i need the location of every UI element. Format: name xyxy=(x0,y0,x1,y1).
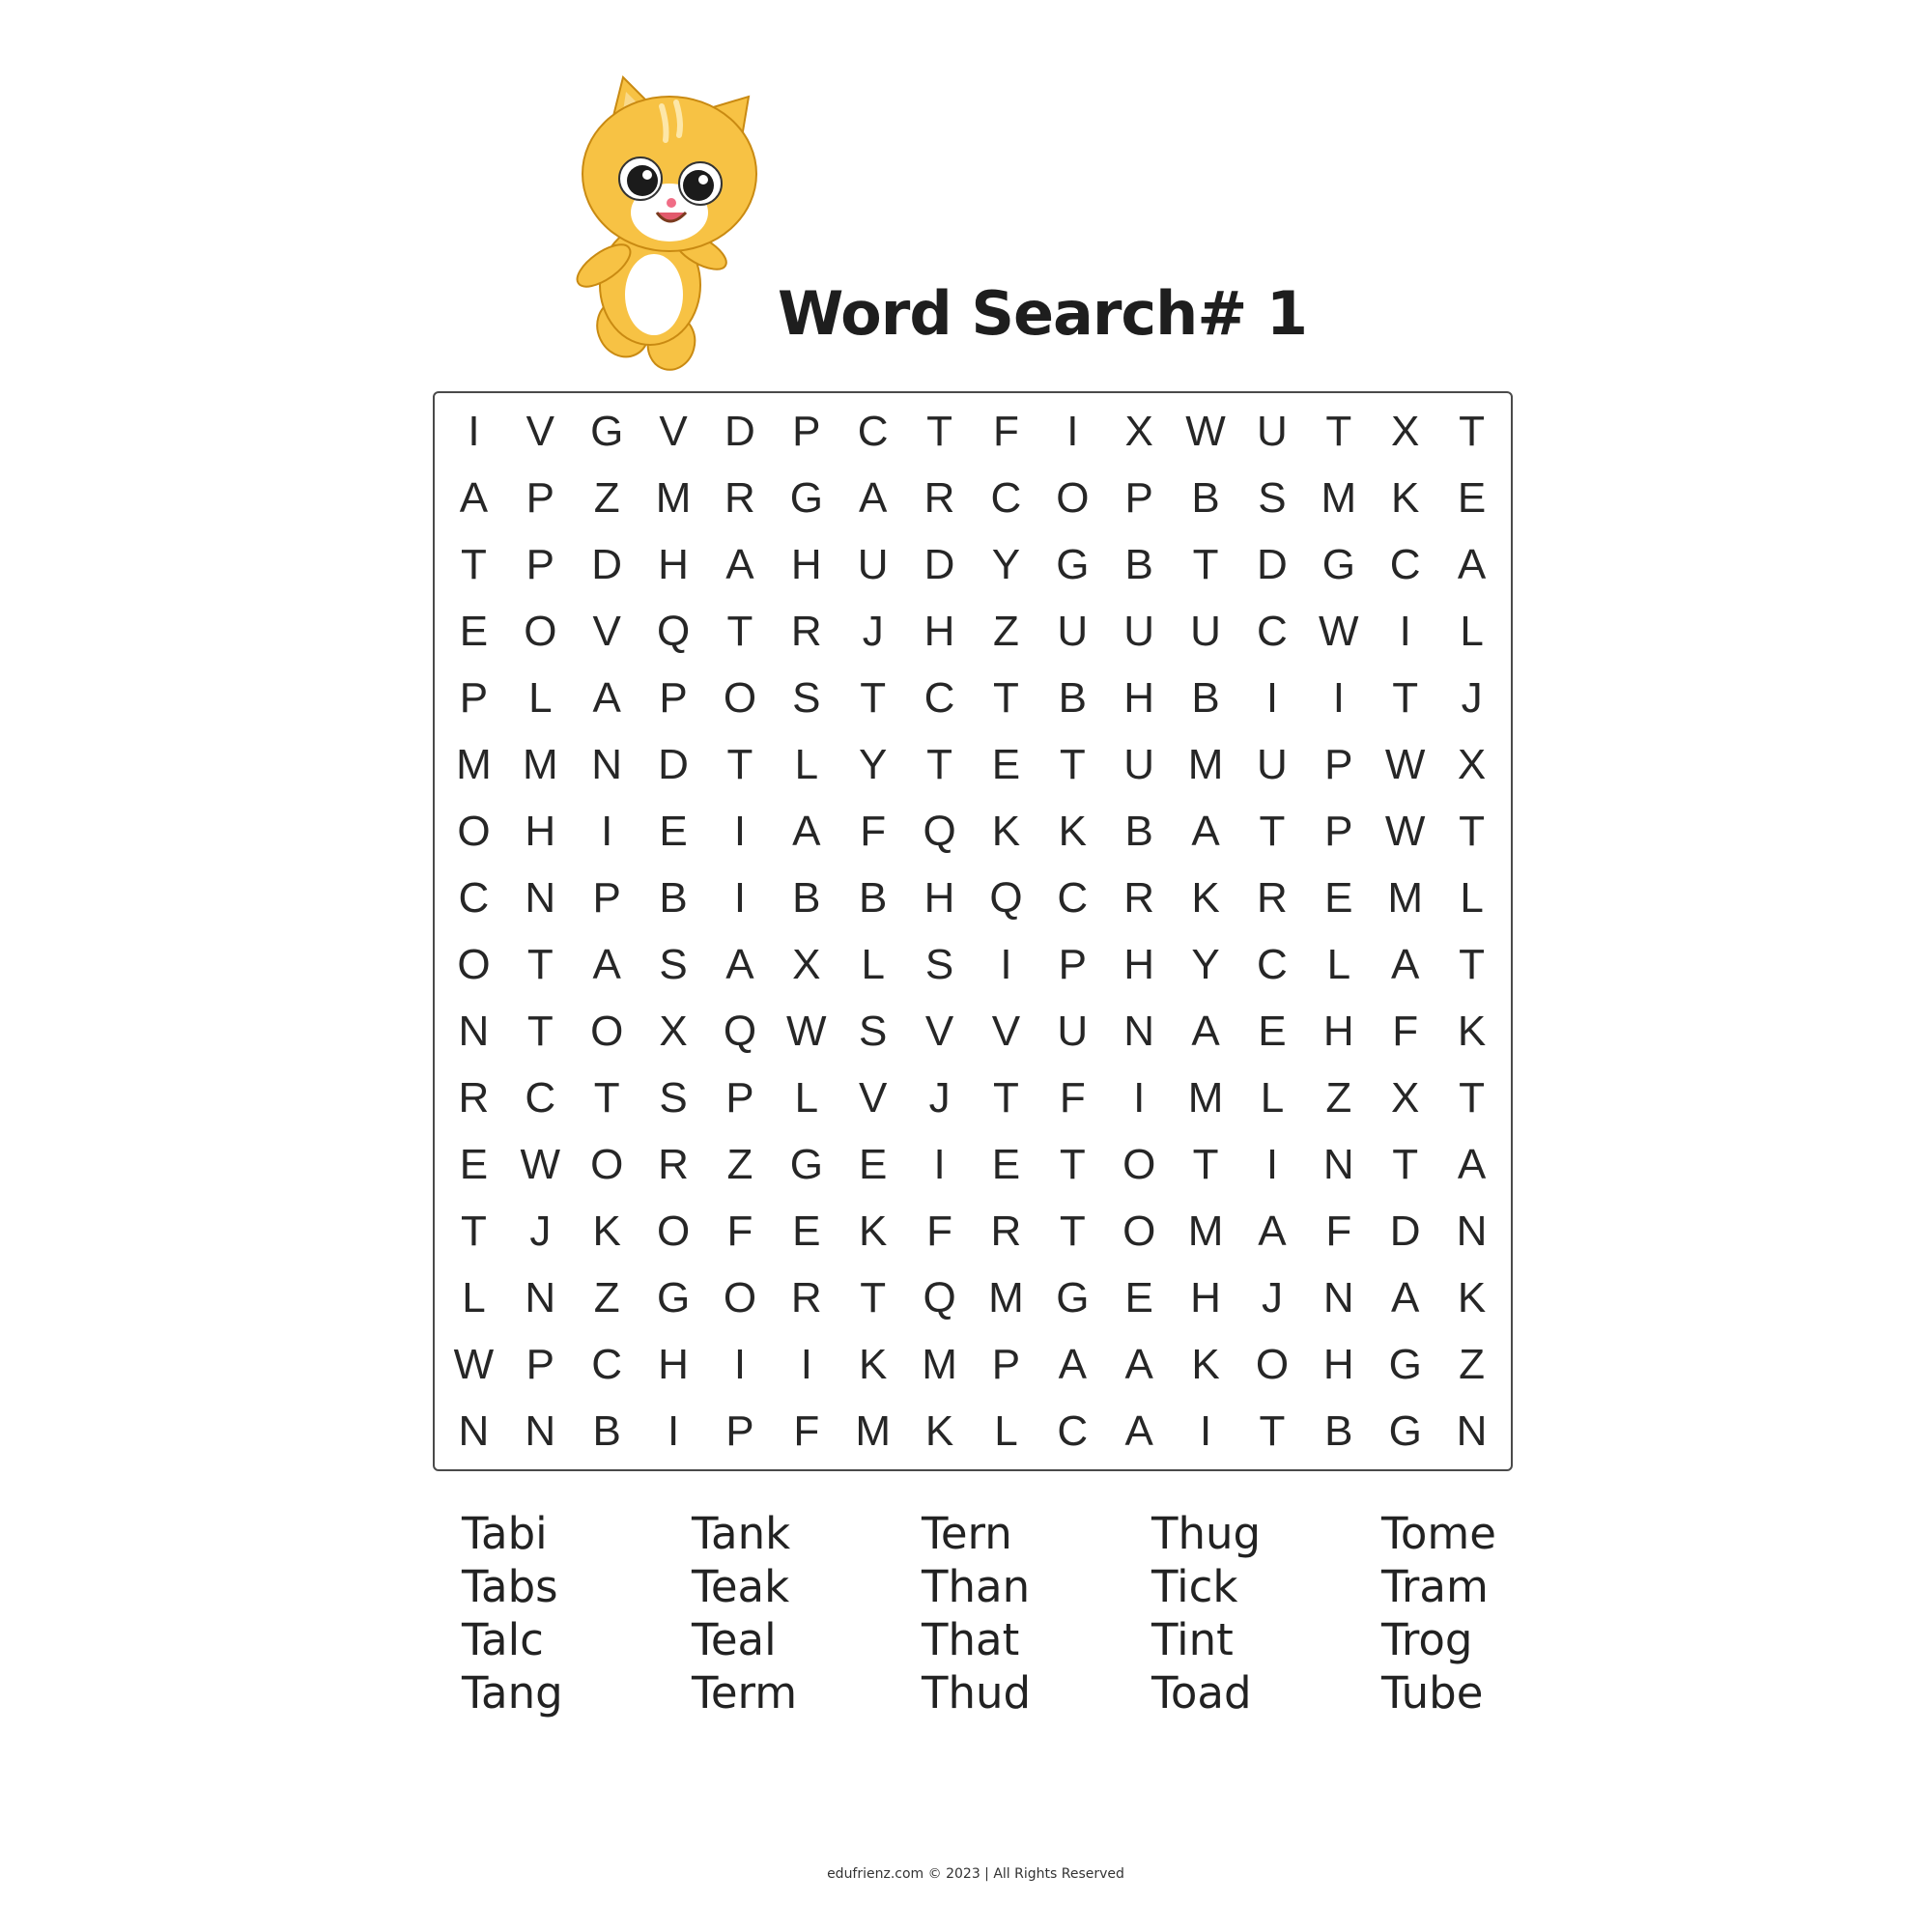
grid-letter[interactable]: H xyxy=(1322,1007,1354,1055)
grid-letter[interactable]: I xyxy=(1066,407,1079,455)
grid-letter[interactable]: O xyxy=(590,1007,624,1055)
word-column xyxy=(1151,1507,1381,1719)
grid-letter[interactable]: O xyxy=(1122,1207,1156,1255)
grid-letter[interactable]: T xyxy=(1059,740,1086,788)
grid-letter[interactable]: X xyxy=(1391,1073,1420,1122)
word-column xyxy=(462,1507,692,1719)
grid-letter[interactable]: C xyxy=(923,673,955,722)
grid-letter[interactable]: O xyxy=(524,607,557,655)
grid-letter[interactable]: P xyxy=(526,1340,554,1388)
word-item: Tint xyxy=(1151,1614,1234,1665)
grid-letter[interactable]: R xyxy=(1123,873,1155,922)
grid-letter[interactable]: R xyxy=(1257,873,1288,922)
grid-letter[interactable]: C xyxy=(591,1340,623,1388)
word-column xyxy=(1381,1507,1611,1719)
grid-letter[interactable]: O xyxy=(590,1140,624,1188)
grid-letter[interactable]: Q xyxy=(923,807,956,855)
grid-letter[interactable]: W xyxy=(1185,407,1226,455)
grid-letter[interactable]: H xyxy=(658,1340,689,1388)
grid-letter[interactable]: K xyxy=(859,1340,888,1388)
grid-letter[interactable]: Z xyxy=(593,473,620,522)
grid-letter[interactable]: P xyxy=(526,473,554,522)
grid-letter[interactable]: L xyxy=(462,1273,486,1321)
word-item: Tube xyxy=(1381,1667,1484,1719)
grid-letter[interactable]: T xyxy=(926,740,952,788)
grid-letter[interactable]: T xyxy=(1259,1406,1286,1455)
grid-letter[interactable]: S xyxy=(924,940,954,988)
grid-letter[interactable]: G xyxy=(656,1273,691,1321)
grid-letter[interactable]: P xyxy=(592,873,621,922)
grid-letter[interactable]: S xyxy=(659,1073,688,1122)
grid-letter[interactable]: H xyxy=(923,607,955,655)
grid-letter[interactable]: L xyxy=(794,740,819,788)
grid-letter[interactable]: R xyxy=(458,1073,490,1122)
grid-letter[interactable]: E xyxy=(1457,473,1487,522)
grid-letter[interactable]: N xyxy=(591,740,623,788)
grid-letter[interactable]: F xyxy=(992,407,1019,455)
grid-letter[interactable]: B xyxy=(1191,473,1220,522)
grid-letter[interactable]: I xyxy=(1399,607,1411,655)
grid-letter[interactable]: R xyxy=(790,1273,822,1321)
grid-letter[interactable]: B xyxy=(659,873,688,922)
grid-letter[interactable]: A xyxy=(792,807,821,855)
grid-letter[interactable]: H xyxy=(658,540,689,588)
grid-letter[interactable]: P xyxy=(1324,807,1353,855)
grid-letter[interactable]: I xyxy=(1332,673,1345,722)
grid-letter[interactable]: S xyxy=(792,673,821,722)
grid-letter[interactable]: A xyxy=(725,940,754,988)
grid-letter[interactable]: Y xyxy=(859,740,888,788)
grid-letter[interactable]: V xyxy=(592,607,621,655)
grid-letter[interactable]: A xyxy=(1191,1007,1220,1055)
grid-letter[interactable]: K xyxy=(1457,1273,1487,1321)
grid-letter[interactable]: X xyxy=(659,1007,688,1055)
word-item: Tabi xyxy=(462,1508,548,1559)
grid-letter[interactable]: X xyxy=(1457,740,1487,788)
grid-letter[interactable]: V xyxy=(924,1007,954,1055)
grid-letter[interactable]: E xyxy=(991,740,1021,788)
word-item: That xyxy=(922,1614,1020,1665)
grid-letter[interactable]: O xyxy=(723,1273,757,1321)
grid-letter[interactable]: L xyxy=(1460,873,1484,922)
grid-letter[interactable]: H xyxy=(1190,1273,1221,1321)
grid-letter[interactable]: T xyxy=(1059,1140,1086,1188)
grid-letter[interactable]: A xyxy=(1391,1273,1420,1321)
grid-letter[interactable]: B xyxy=(792,873,821,922)
grid-letter[interactable]: M xyxy=(1321,473,1357,522)
grid-letter[interactable]: A xyxy=(1457,540,1487,588)
grid-letter[interactable]: P xyxy=(526,540,554,588)
grid-letter[interactable]: M xyxy=(522,740,558,788)
grid-letter[interactable]: T xyxy=(1059,1207,1086,1255)
grid-letter[interactable]: H xyxy=(1123,673,1155,722)
grid-letter[interactable]: F xyxy=(1059,1073,1086,1122)
grid-letter[interactable]: J xyxy=(1261,1273,1283,1321)
grid-letter[interactable]: C xyxy=(990,473,1022,522)
word-item: Thud xyxy=(922,1667,1032,1719)
grid-letter[interactable]: E xyxy=(991,1140,1021,1188)
grid-letter[interactable]: L xyxy=(794,1073,819,1122)
grid-letter[interactable]: G xyxy=(1056,1273,1090,1321)
word-item: Talc xyxy=(462,1614,544,1665)
grid-letter[interactable]: L xyxy=(1260,1073,1285,1122)
grid-letter[interactable]: O xyxy=(656,1207,691,1255)
grid-letter[interactable]: N xyxy=(458,1007,490,1055)
grid-letter[interactable]: N xyxy=(1123,1007,1155,1055)
grid-letter[interactable]: T xyxy=(1459,407,1485,455)
grid-letter[interactable]: T xyxy=(992,673,1019,722)
grid-letter[interactable]: L xyxy=(861,940,885,988)
word-item: Tome xyxy=(1381,1508,1496,1559)
grid-letter[interactable]: V xyxy=(859,1073,888,1122)
grid-letter[interactable]: E xyxy=(859,1140,888,1188)
grid-letter[interactable]: T xyxy=(1392,673,1419,722)
grid-letter[interactable]: T xyxy=(926,407,952,455)
grid-letter[interactable]: A xyxy=(1457,1140,1487,1188)
word-item: Teak xyxy=(692,1561,790,1612)
grid-letter[interactable]: E xyxy=(1258,1007,1287,1055)
grid-letter[interactable]: L xyxy=(994,1406,1018,1455)
grid-letter[interactable]: I xyxy=(468,407,480,455)
grid-letter[interactable]: T xyxy=(1192,1140,1219,1188)
grid-letter[interactable]: P xyxy=(459,673,489,722)
cartoon-cat-icon xyxy=(565,68,773,372)
grid-letter[interactable]: G xyxy=(1056,540,1090,588)
word-item: Than xyxy=(922,1561,1031,1612)
grid-letter[interactable]: X xyxy=(1391,407,1420,455)
grid-letter[interactable]: I xyxy=(601,807,613,855)
grid-letter[interactable]: V xyxy=(659,407,688,455)
grid-letter[interactable]: T xyxy=(1192,540,1219,588)
grid-letter[interactable]: U xyxy=(1257,407,1288,455)
grid-letter[interactable]: I xyxy=(733,1340,747,1388)
word-item: Tram xyxy=(1381,1561,1489,1612)
grid-letter[interactable]: A xyxy=(1124,1340,1153,1388)
grid-letter[interactable]: E xyxy=(459,1140,489,1188)
grid-letter[interactable]: X xyxy=(1124,407,1153,455)
grid-letter[interactable]: H xyxy=(525,807,556,855)
grid-letter[interactable]: U xyxy=(1190,607,1221,655)
grid-letter[interactable]: B xyxy=(1124,540,1153,588)
grid-letter[interactable]: Q xyxy=(989,873,1023,922)
grid-letter[interactable]: U xyxy=(1257,740,1288,788)
grid-letter[interactable]: C xyxy=(1257,607,1288,655)
grid-letter[interactable]: I xyxy=(733,873,747,922)
grid-letter[interactable]: D xyxy=(1257,540,1288,588)
grid-letter[interactable]: K xyxy=(1457,1007,1487,1055)
grid-letter[interactable]: P xyxy=(1124,473,1153,522)
grid-letter[interactable]: O xyxy=(457,807,491,855)
grid-letter[interactable]: P xyxy=(725,1073,754,1122)
word-column xyxy=(922,1507,1151,1719)
grid-letter[interactable]: C xyxy=(525,1073,556,1122)
grid-letter[interactable]: M xyxy=(1187,1207,1224,1255)
grid-letter[interactable]: Q xyxy=(923,1273,956,1321)
word-item: Tang xyxy=(462,1667,563,1719)
grid-letter[interactable]: J xyxy=(1461,673,1483,722)
grid-letter[interactable]: Z xyxy=(593,1273,620,1321)
grid-letter[interactable]: T xyxy=(1459,940,1485,988)
grid-letter[interactable]: P xyxy=(991,1340,1021,1388)
grid-letter[interactable]: O xyxy=(457,940,491,988)
grid-letter[interactable]: E xyxy=(1324,873,1353,922)
grid-letter[interactable]: N xyxy=(1322,1273,1354,1321)
grid-letter[interactable]: H xyxy=(1123,940,1155,988)
grid-letter[interactable]: C xyxy=(458,873,490,922)
word-item: Teal xyxy=(692,1614,777,1665)
grid-letter[interactable]: C xyxy=(1257,940,1288,988)
grid-letter[interactable]: L xyxy=(1326,940,1351,988)
grid-letter[interactable]: T xyxy=(1459,807,1485,855)
grid-letter[interactable]: G xyxy=(1388,1340,1422,1388)
grid-letter[interactable]: Q xyxy=(656,607,691,655)
grid-letter[interactable]: U xyxy=(1057,607,1089,655)
grid-letter[interactable]: E xyxy=(792,1207,821,1255)
grid-letter[interactable]: X xyxy=(792,940,821,988)
grid-letter[interactable]: A xyxy=(725,540,754,588)
grid-letter[interactable]: J xyxy=(928,1073,951,1122)
grid-letter[interactable]: F xyxy=(926,1207,952,1255)
grid-letter[interactable]: P xyxy=(1058,940,1087,988)
grid-letter[interactable]: O xyxy=(1056,473,1090,522)
grid-letter[interactable]: D xyxy=(923,540,955,588)
grid-letter[interactable]: W xyxy=(1319,607,1359,655)
grid-letter[interactable]: K xyxy=(1191,1340,1220,1388)
grid-letter[interactable]: B xyxy=(1191,673,1220,722)
grid-letter[interactable]: S xyxy=(859,1007,888,1055)
grid-letter[interactable]: R xyxy=(790,607,822,655)
grid-letter[interactable]: N xyxy=(1456,1406,1488,1455)
grid-letter[interactable]: I xyxy=(1199,1406,1212,1455)
grid-letter[interactable]: R xyxy=(658,1140,689,1188)
grid-letter[interactable]: O xyxy=(1255,1340,1290,1388)
grid-letter[interactable]: R xyxy=(990,1207,1022,1255)
grid-letter[interactable]: T xyxy=(526,1007,554,1055)
grid-letter[interactable]: I xyxy=(1133,1073,1146,1122)
grid-letter[interactable]: I xyxy=(1265,1140,1279,1188)
grid-letter[interactable]: N xyxy=(458,1406,490,1455)
grid-letter[interactable]: C xyxy=(1389,540,1421,588)
grid-letter[interactable]: F xyxy=(793,1406,820,1455)
grid-letter[interactable]: C xyxy=(1057,873,1089,922)
grid-letter[interactable]: T xyxy=(526,940,554,988)
grid-letter[interactable]: F xyxy=(1392,1007,1419,1055)
grid-letter[interactable]: N xyxy=(1456,1207,1488,1255)
grid-letter[interactable]: V xyxy=(991,1007,1021,1055)
grid-letter[interactable]: F xyxy=(726,1207,753,1255)
word-item: Term xyxy=(692,1667,798,1719)
grid-letter[interactable]: W xyxy=(1384,740,1426,788)
grid-letter[interactable]: I xyxy=(800,1340,812,1388)
word-item: Toad xyxy=(1151,1667,1252,1719)
word-item: Thug xyxy=(1151,1508,1262,1559)
grid-letter[interactable]: I xyxy=(1000,940,1012,988)
grid-letter[interactable]: I xyxy=(733,807,747,855)
grid-letter[interactable]: W xyxy=(520,1140,561,1188)
grid-letter[interactable]: M xyxy=(1187,740,1224,788)
copyright-footer: edufrienz.com © 2023 | All Rights Reserved xyxy=(827,1866,1124,1882)
grid-letter[interactable]: E xyxy=(659,807,688,855)
word-item: Tick xyxy=(1151,1561,1238,1612)
grid-letter[interactable]: V xyxy=(526,407,554,455)
grid-letter[interactable]: A xyxy=(1391,940,1420,988)
grid-letter[interactable]: I xyxy=(933,1140,946,1188)
grid-letter[interactable]: Z xyxy=(992,607,1019,655)
grid-letter[interactable]: N xyxy=(525,1273,556,1321)
grid-letter[interactable]: B xyxy=(1058,673,1087,722)
word-list xyxy=(462,1507,1544,1729)
grid-letter[interactable]: U xyxy=(1057,1007,1089,1055)
grid-letter[interactable]: B xyxy=(1124,807,1153,855)
word-item: Tabs xyxy=(462,1561,558,1612)
grid-letter[interactable]: T xyxy=(992,1073,1019,1122)
grid-letter[interactable]: G xyxy=(1388,1406,1422,1455)
grid-letter[interactable]: Z xyxy=(726,1140,753,1188)
grid-letter[interactable]: W xyxy=(1384,807,1426,855)
grid-letter[interactable]: M xyxy=(456,740,492,788)
grid-letter[interactable]: T xyxy=(1259,807,1286,855)
grid-letter[interactable]: T xyxy=(1325,407,1352,455)
grid-letter[interactable]: M xyxy=(1187,1073,1224,1122)
grid-letter[interactable]: H xyxy=(1322,1340,1354,1388)
grid-letter[interactable]: B xyxy=(1324,1406,1353,1455)
grid-letter[interactable]: D xyxy=(658,740,689,788)
grid-letter[interactable]: E xyxy=(459,607,489,655)
grid-letter[interactable]: G xyxy=(1321,540,1355,588)
grid-letter[interactable]: M xyxy=(988,1273,1024,1321)
word-column xyxy=(692,1507,922,1719)
grid-letter[interactable]: A xyxy=(459,473,489,522)
grid-letter[interactable]: A xyxy=(1124,1406,1153,1455)
grid-letter[interactable]: P xyxy=(659,673,688,722)
word-item: Tern xyxy=(922,1508,1012,1559)
grid-letter[interactable]: U xyxy=(1123,607,1155,655)
grid-letter[interactable]: N xyxy=(525,1406,556,1455)
grid-letter[interactable]: G xyxy=(789,1140,823,1188)
grid-letter[interactable]: K xyxy=(592,1207,621,1255)
grid-letter[interactable]: T xyxy=(460,540,487,588)
grid-letter[interactable]: M xyxy=(655,473,692,522)
grid-letter[interactable]: K xyxy=(1391,473,1420,522)
grid-letter[interactable]: T xyxy=(860,1273,887,1321)
grid-letter[interactable]: K xyxy=(1191,873,1220,922)
grid-letter[interactable]: G xyxy=(590,407,624,455)
grid-letter[interactable]: T xyxy=(1459,1073,1485,1122)
grid-letter[interactable]: A xyxy=(592,940,621,988)
grid-letter[interactable]: R xyxy=(923,473,955,522)
word-item: Trog xyxy=(1381,1614,1473,1665)
grid-letter[interactable]: A xyxy=(1258,1207,1287,1255)
grid-letter[interactable]: Z xyxy=(1325,1073,1352,1122)
page-title: Word Search# 1 xyxy=(778,278,1307,349)
grid-letter[interactable]: F xyxy=(1325,1207,1352,1255)
grid-letter[interactable]: W xyxy=(786,1007,827,1055)
grid-letter[interactable]: L xyxy=(528,673,553,722)
grid-letter[interactable]: L xyxy=(1460,607,1484,655)
grid-letter[interactable]: S xyxy=(1258,473,1287,522)
grid-letter[interactable]: F xyxy=(860,807,887,855)
grid-letter[interactable]: J xyxy=(862,607,884,655)
grid-letter[interactable]: K xyxy=(924,1406,954,1455)
grid-letter[interactable]: G xyxy=(789,473,823,522)
letter-grid xyxy=(433,391,1513,1471)
grid-letter[interactable]: N xyxy=(1322,1140,1354,1188)
grid-letter[interactable]: A xyxy=(1191,807,1220,855)
grid-letter[interactable]: H xyxy=(790,540,822,588)
grid-letter[interactable]: Y xyxy=(1191,940,1220,988)
grid-letter[interactable]: T xyxy=(460,1207,487,1255)
grid-letter[interactable]: M xyxy=(1387,873,1424,922)
grid-letter[interactable]: T xyxy=(593,1073,620,1122)
grid-letter[interactable]: C xyxy=(1057,1406,1089,1455)
grid-letter[interactable]: K xyxy=(1058,807,1087,855)
grid-letter[interactable]: P xyxy=(792,407,821,455)
grid-letter[interactable]: D xyxy=(591,540,623,588)
grid-letter[interactable]: U xyxy=(1123,740,1155,788)
grid-letter[interactable]: W xyxy=(453,1340,495,1388)
grid-letter[interactable]: M xyxy=(855,1406,892,1455)
grid-letter[interactable]: T xyxy=(860,673,887,722)
grid-letter[interactable]: I xyxy=(667,1406,680,1455)
grid-letter[interactable]: P xyxy=(1324,740,1353,788)
grid-letter[interactable]: Q xyxy=(723,1007,757,1055)
grid-letter[interactable]: M xyxy=(922,1340,957,1388)
grid-letter[interactable]: R xyxy=(724,473,755,522)
grid-letter[interactable]: Z xyxy=(1459,1340,1485,1388)
grid-letter[interactable]: D xyxy=(1389,1207,1421,1255)
grid-letter[interactable]: O xyxy=(1122,1140,1156,1188)
grid-letter[interactable]: U xyxy=(857,540,889,588)
grid-letter[interactable]: A xyxy=(859,473,888,522)
grid-letter[interactable]: T xyxy=(1392,1140,1419,1188)
grid-letter[interactable]: B xyxy=(592,1406,621,1455)
grid-letter[interactable]: H xyxy=(923,873,955,922)
grid-letter[interactable]: T xyxy=(726,607,753,655)
grid-letter[interactable]: D xyxy=(724,407,755,455)
grid-letter[interactable]: B xyxy=(859,873,888,922)
grid-letter[interactable]: P xyxy=(725,1406,754,1455)
grid-letter[interactable]: S xyxy=(659,940,688,988)
grid-letter[interactable]: A xyxy=(1058,1340,1087,1388)
grid-letter[interactable]: N xyxy=(525,873,556,922)
grid-letter[interactable]: E xyxy=(1124,1273,1153,1321)
grid-letter[interactable]: A xyxy=(592,673,621,722)
grid-letter[interactable]: I xyxy=(1265,673,1279,722)
grid-letter[interactable]: C xyxy=(857,407,889,455)
grid-letter[interactable]: K xyxy=(991,807,1021,855)
grid-letter[interactable]: J xyxy=(529,1207,552,1255)
word-item: Tank xyxy=(692,1508,791,1559)
grid-letter[interactable]: Y xyxy=(991,540,1021,588)
grid-letter[interactable]: K xyxy=(859,1207,888,1255)
grid-letter[interactable]: O xyxy=(723,673,757,722)
grid-letter[interactable]: T xyxy=(726,740,753,788)
